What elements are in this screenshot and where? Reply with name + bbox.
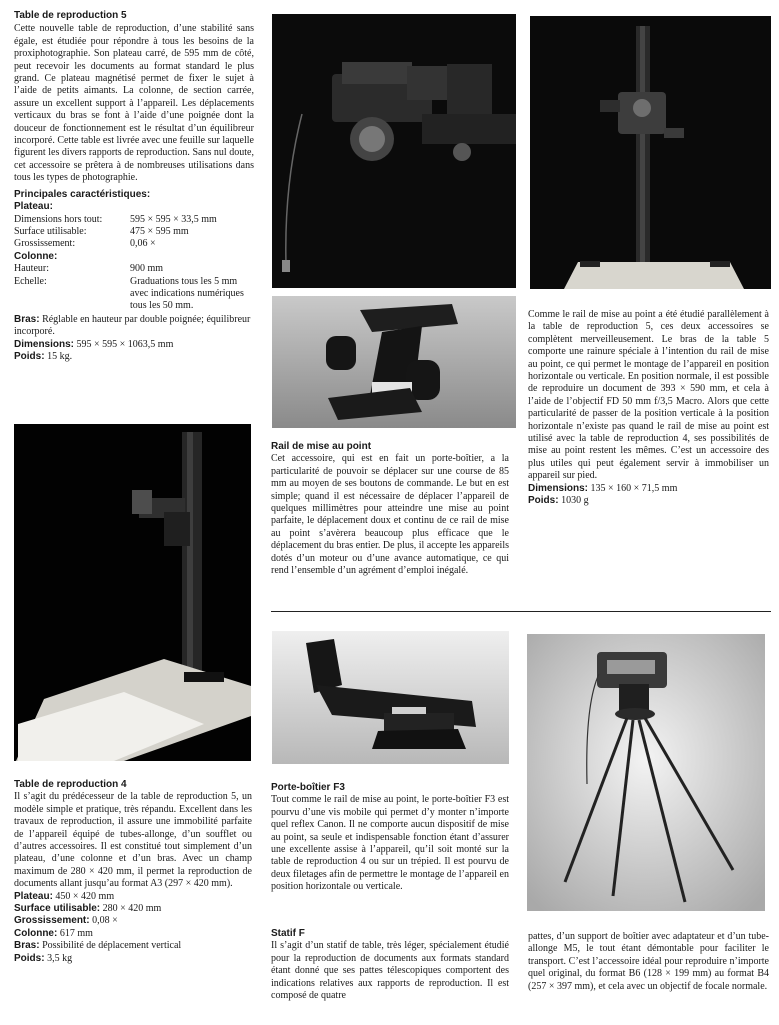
table-4-title: Table de reproduction 4 [14, 779, 127, 790]
spec-row: Hauteur: 900 mm [14, 263, 164, 275]
spec-row: Surface utilisable: 475 × 595 mm [14, 225, 189, 237]
stand-f-body-continued: pattes, d’un support de boîtier avec adaptateur et d’un tube-allonge M5, le tout étant démontable pour faciliter le transport. C’est l’accessoire idéal pour reproduire n’importe quel original, du format B6 (128 × 199 mm) au format B4 (257 × 397 mm), et cela avec un objectif de focale normale. [528, 931, 769, 992]
table-5-body: Cette nouvelle table de reproduction, d’une stabilité sans égale, est étudiée pour répondre à tous les besoins de la proxiphotographie. Son plateau carré, de 595 mm de côté, peut recevoir les documents au format standard le plus grand. Ce plateau magnétisé permet de fixer le sujet à l’aide de petits aimants. La colonne, de section carrée, assure un excellent support à l’appareil. Les déplacements verticaux du bras se font à l’aide d’une poignée dont la douceur de fonctionnement est le résultat d’un équilibreur incorporé. Cette table est livrée avec une feuille sur laquelle figurent les divers rapports de reproduction. Sans nul doute, cet accessoire se prêtera à de nombreuses utilisations dans tous les types de photographie. [14, 23, 254, 184]
camera-on-rail-image [272, 14, 516, 288]
photo-table-5 [530, 16, 771, 289]
stand-f-body: Il s’agit d’un statif de table, très léger, spécialement étudié pour la reproduction de documents aux formats standard étant donné que ses pattes télescopiques comportent des indications relatives aux rapports de reproduction. Il est composé de quatre [271, 940, 509, 1002]
camera-holder-title: Porte-boîtier F3 [271, 782, 345, 793]
photo-camera-holder-f3 [272, 631, 509, 764]
focusing-rail-body: Cet accessoire, qui est en fait un porte-boîtier, a la particularité de pouvoir se déplacer sur une course de 85 mm au moyen de ses boutons de commande. Le but en est simple; quand il est nécessaire de déplacer l’appareil de quelques millimètres pour atteindre une mise au point parfaite, le déplacement doux et continu de ce rail de mise au point s’avèrera beaucoup plus efficace que le déplacement du bras entier. De plus, il accepte les appareils dotés d’un moteur ou d’une avance automatique, ce qui rend l’ensemble d’un agrément d’emploi inégalé. [271, 453, 509, 577]
photo-table-4 [14, 424, 251, 761]
table-5-title: Table de reproduction 5 [14, 10, 127, 21]
colonne-specs [14, 263, 254, 313]
photo-stand-f [527, 634, 765, 911]
stand-f-title: Statif F [271, 928, 305, 939]
dimensions-spec: Dimensions: 595 × 595 × 1063,5 mm [14, 338, 174, 350]
specs-heading: Principales caractéristiques: [14, 188, 151, 200]
section-table-4 [14, 779, 252, 965]
section-stand-f-continued [528, 931, 769, 993]
tripod-stand-image [527, 634, 765, 911]
spec-row: Plateau: 450 × 420 mm [14, 890, 115, 902]
focusing-rail-body-continued: Comme le rail de mise au point a été étudié parallèlement à la table de reproduction 5, ces deux accessoires se complètent merveilleusement. Le bras de la table 5 comporte une rainure spéciale à l’intention du rail de mise au point, ce qui permet le montage de l’appareil en position horizontale ou verticale. En position normale, il est possible de reproduire un document de 393 × 590 mm, et cela à l’aide de l’objectif FD 50 mm f/3,5 Macro. Alors que cette particularité de passer de la position verticale à la position horizontale n’existe pas quand le rail de mise au point est utilisé avec la table de reproduction 4, ses possibilités de mise au point restent les mêmes. C’est un accessoire des plus utiles qui peut également servir à immobiliser un appareil sur pied. [528, 309, 769, 482]
spec-row: Echelle: Graduations tous les 5 mm avec indications numériques tous les 50 mm. [14, 275, 244, 312]
poids-spec: Poids: 15 kg. [14, 350, 73, 362]
spec-row: Grossissement: 0,08 × [14, 915, 118, 927]
focusing-rail-image [272, 296, 516, 428]
plateau-specs [14, 214, 254, 251]
section-camera-holder-f3 [271, 782, 509, 894]
colonne-heading: Colonne: [14, 250, 58, 262]
camera-holder-body: Tout comme le rail de mise au point, le porte-boîtier F3 est pourvu d’une vis mobile qui permet d’y monter n’importe quel reflex Canon. Il ne comporte aucun dispositif de mise au point, sa seule et indispensable fonction étant d’assurer une excellente assise à l’appareil, qu’il soit monté sur la table de reproduction 4 ou sur un trépied. Il est pourvu de deux filetages afin de permettre le montage de l’appareil en position horizontale ou verticale. [271, 794, 509, 893]
spec-row: Grossissement: 0,06 × [14, 238, 156, 250]
copy-stand-5-image [530, 16, 771, 289]
section-divider [271, 611, 771, 612]
bras-spec: Bras: Réglable en hauteur par double poignée; équilibreur incorporé. [14, 313, 251, 338]
spec-row: Surface utilisable: 280 × 420 mm [14, 903, 162, 915]
camera-holder-image [272, 631, 509, 764]
section-focusing-rail-continued [528, 309, 769, 508]
spec-row: Poids: 3,5 kg [14, 952, 73, 964]
focusing-rail-title: Rail de mise au point [271, 441, 372, 452]
section-table-5 [14, 10, 254, 363]
table-4-specs [14, 891, 252, 965]
spec-row: Dimensions hors tout: 595 × 595 × 33,5 mm [14, 213, 217, 225]
photo-focusing-rail-dark [272, 14, 516, 288]
photo-focusing-rail [272, 296, 516, 428]
section-stand-f [271, 928, 509, 1002]
plateau-heading: Plateau: [14, 201, 53, 213]
copy-stand-4-image [14, 424, 251, 761]
rail-poids-spec: Poids: 1030 g [528, 495, 589, 507]
spec-row: Bras: Possibilité de déplacement vertical [14, 940, 182, 952]
rail-dimensions-spec: Dimensions: 135 × 160 × 71,5 mm [528, 482, 678, 494]
spec-row: Colonne: 617 mm [14, 927, 93, 939]
table-4-body: Il s’agit du prédécesseur de la table de reproduction 5, un modèle simple et pratique, très répandu. Excellent dans les travaux de reproduction, il assure une immobilité parfaite de l’appareil équipé de tubes-allonge, d’un soufflet ou d’autres accessoires. Il est constitué tout simplement d’un plateau, d’une colonne et d’un bras. Avec un champ maximum de 280 × 420 mm, il permet la reproduction de documents allant jusqu’au format A3 (297 × 420 mm). [14, 791, 252, 890]
section-focusing-rail [271, 441, 509, 577]
